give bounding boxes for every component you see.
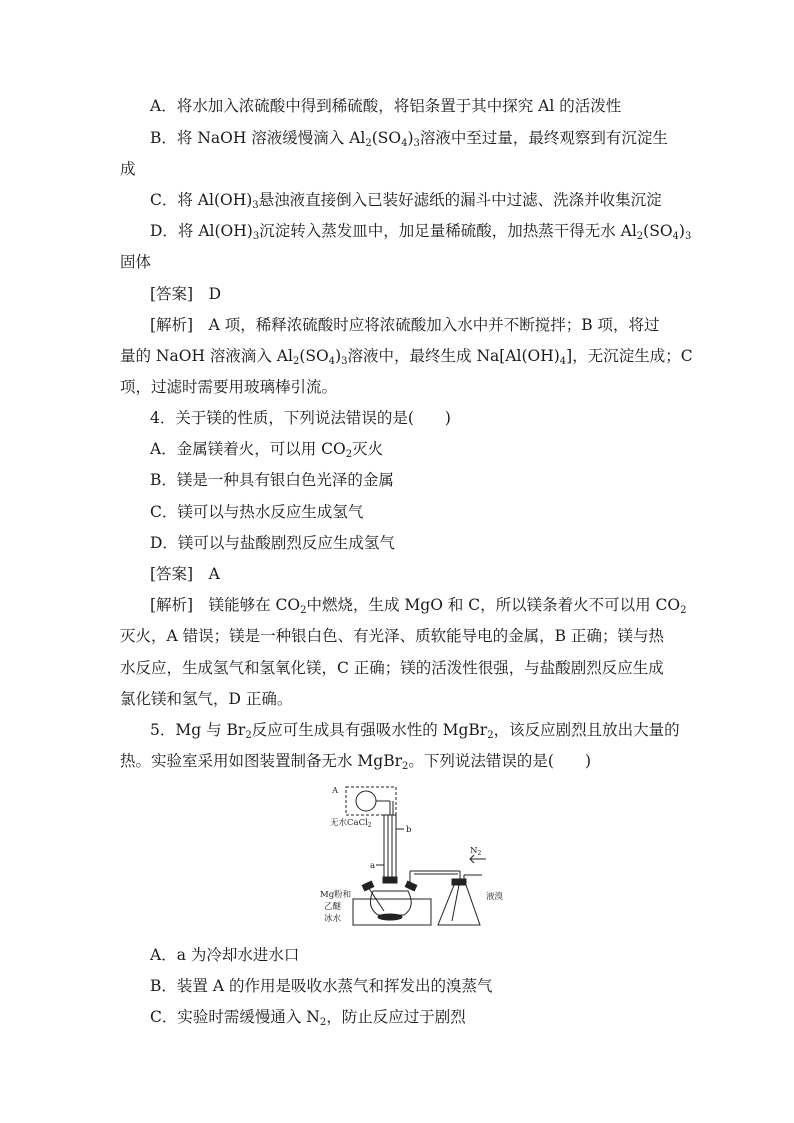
label-ice-water: 冰水: [324, 914, 342, 924]
q3-analysis-line3: 项，过滤时需要用玻璃棒引流。: [120, 378, 338, 396]
q4-analysis-line2: 灭火，A 错误；镁是一种银白色、有光泽、质软能导电的金属，B 正确；镁与热: [120, 627, 664, 645]
condenser: [384, 815, 396, 877]
stopper-right: [405, 881, 417, 891]
label-liquid-bromine: 液溴: [486, 892, 504, 902]
apparatus-diagram: [318, 779, 508, 936]
q3-option-c: C．将 $Al(OH)_3$悬浊液直接倒入已装好滤纸的漏斗中过滤、洗涤并收集沉淀: [150, 191, 662, 211]
bromine-flask: [438, 885, 480, 925]
q5-option-a: A．a 为冷却水进水口: [150, 946, 300, 964]
q4-stem: 4．关于镁的性质，下列说法错误的是( ): [150, 409, 451, 427]
q4-analysis-line4: 氯化镁和氢气，D 正确。: [120, 690, 293, 708]
label-cacl2: 无水CaCl$_2$: [330, 818, 372, 829]
q4-option-a: A．金属镁着火，可以用 $CO_2$灭火: [150, 440, 384, 460]
apparatus-figure: [318, 779, 508, 936]
q4-analysis-line3: 水反应，生成氢气和氢氧化镁，C 正确；镁的活泼性很强，与盐酸剧烈反应生成: [120, 659, 664, 677]
label-mg: Mg粉和: [320, 890, 352, 900]
label-b: b: [406, 825, 412, 835]
q4-option-c: C．镁可以与热水反应生成氢气: [150, 503, 364, 521]
q3-answer: [答案] D: [150, 285, 222, 303]
q3-analysis-line1: [解析] A 项，稀释浓硫酸时应将浓硫酸加入水中并不断搅拌；B 项，将过: [150, 316, 660, 334]
stopper-left: [362, 881, 374, 891]
q5-option-c: C．实验时需缓慢通入 $N_2$，防止反应过于剧烈: [150, 1008, 466, 1028]
label-ether: 乙醚: [324, 902, 342, 912]
label-a: a: [370, 861, 376, 871]
q4-option-d: D．镁可以与盐酸剧烈反应生成氢气: [150, 534, 395, 552]
drying-bulb: [356, 791, 376, 811]
q5-stem-line1: 5．Mg 与 $Br_2$反应可生成具有强吸水性的 MgBr$_2$，该反应剧烈且放出大量的: [150, 721, 680, 741]
q4-analysis-line1: [解析] 镁能够在 $CO_2$中燃烧，生成 MgO 和 C，所以镁条着火不可以用 $CO_2$: [150, 596, 687, 616]
three-neck-flask: [370, 891, 411, 915]
q3-option-a: A．将水加入浓硫酸中得到稀硫酸，将铝条置于其中探究 Al 的活泼性: [150, 97, 622, 115]
q3-option-b: B．将 NaOH 溶液缓慢滴入 $Al_2(SO_4)_3$溶液中至过量，最终观察到有沉淀生: [150, 129, 668, 149]
q5-stem-line2: 热。实验室采用如图装置制备无水 MgBr$_2$。下列说法错误的是( ): [120, 752, 592, 772]
q3-option-d-cont: 固体: [120, 253, 152, 271]
q4-answer: [答案] A: [150, 565, 220, 583]
q3-option-d: D．将 $Al(OH)_3$沉淀转入蒸发皿中，加足量稀硫酸，加热蒸干得无水 $Al_2(SO_4)_3$: [150, 222, 692, 242]
stopper-middle: [383, 877, 397, 883]
ice-water-bath: [353, 899, 431, 925]
label-n2: $N_2$: [470, 846, 482, 857]
q3-analysis-line2: 量的 NaOH 溶液滴入 $Al_2(SO_4)_3$溶液中，最终生成 $Na[Al(OH)_4]$，无沉淀生成；C: [120, 347, 693, 367]
q5-option-b: B．装置 A 的作用是吸收水蒸气和挥发出的溴蒸气: [150, 977, 493, 995]
label-A: A: [332, 786, 339, 796]
q4-option-b: B．镁是一种具有银白色光泽的金属: [150, 471, 394, 489]
q3-option-b-cont: 成: [120, 160, 136, 178]
